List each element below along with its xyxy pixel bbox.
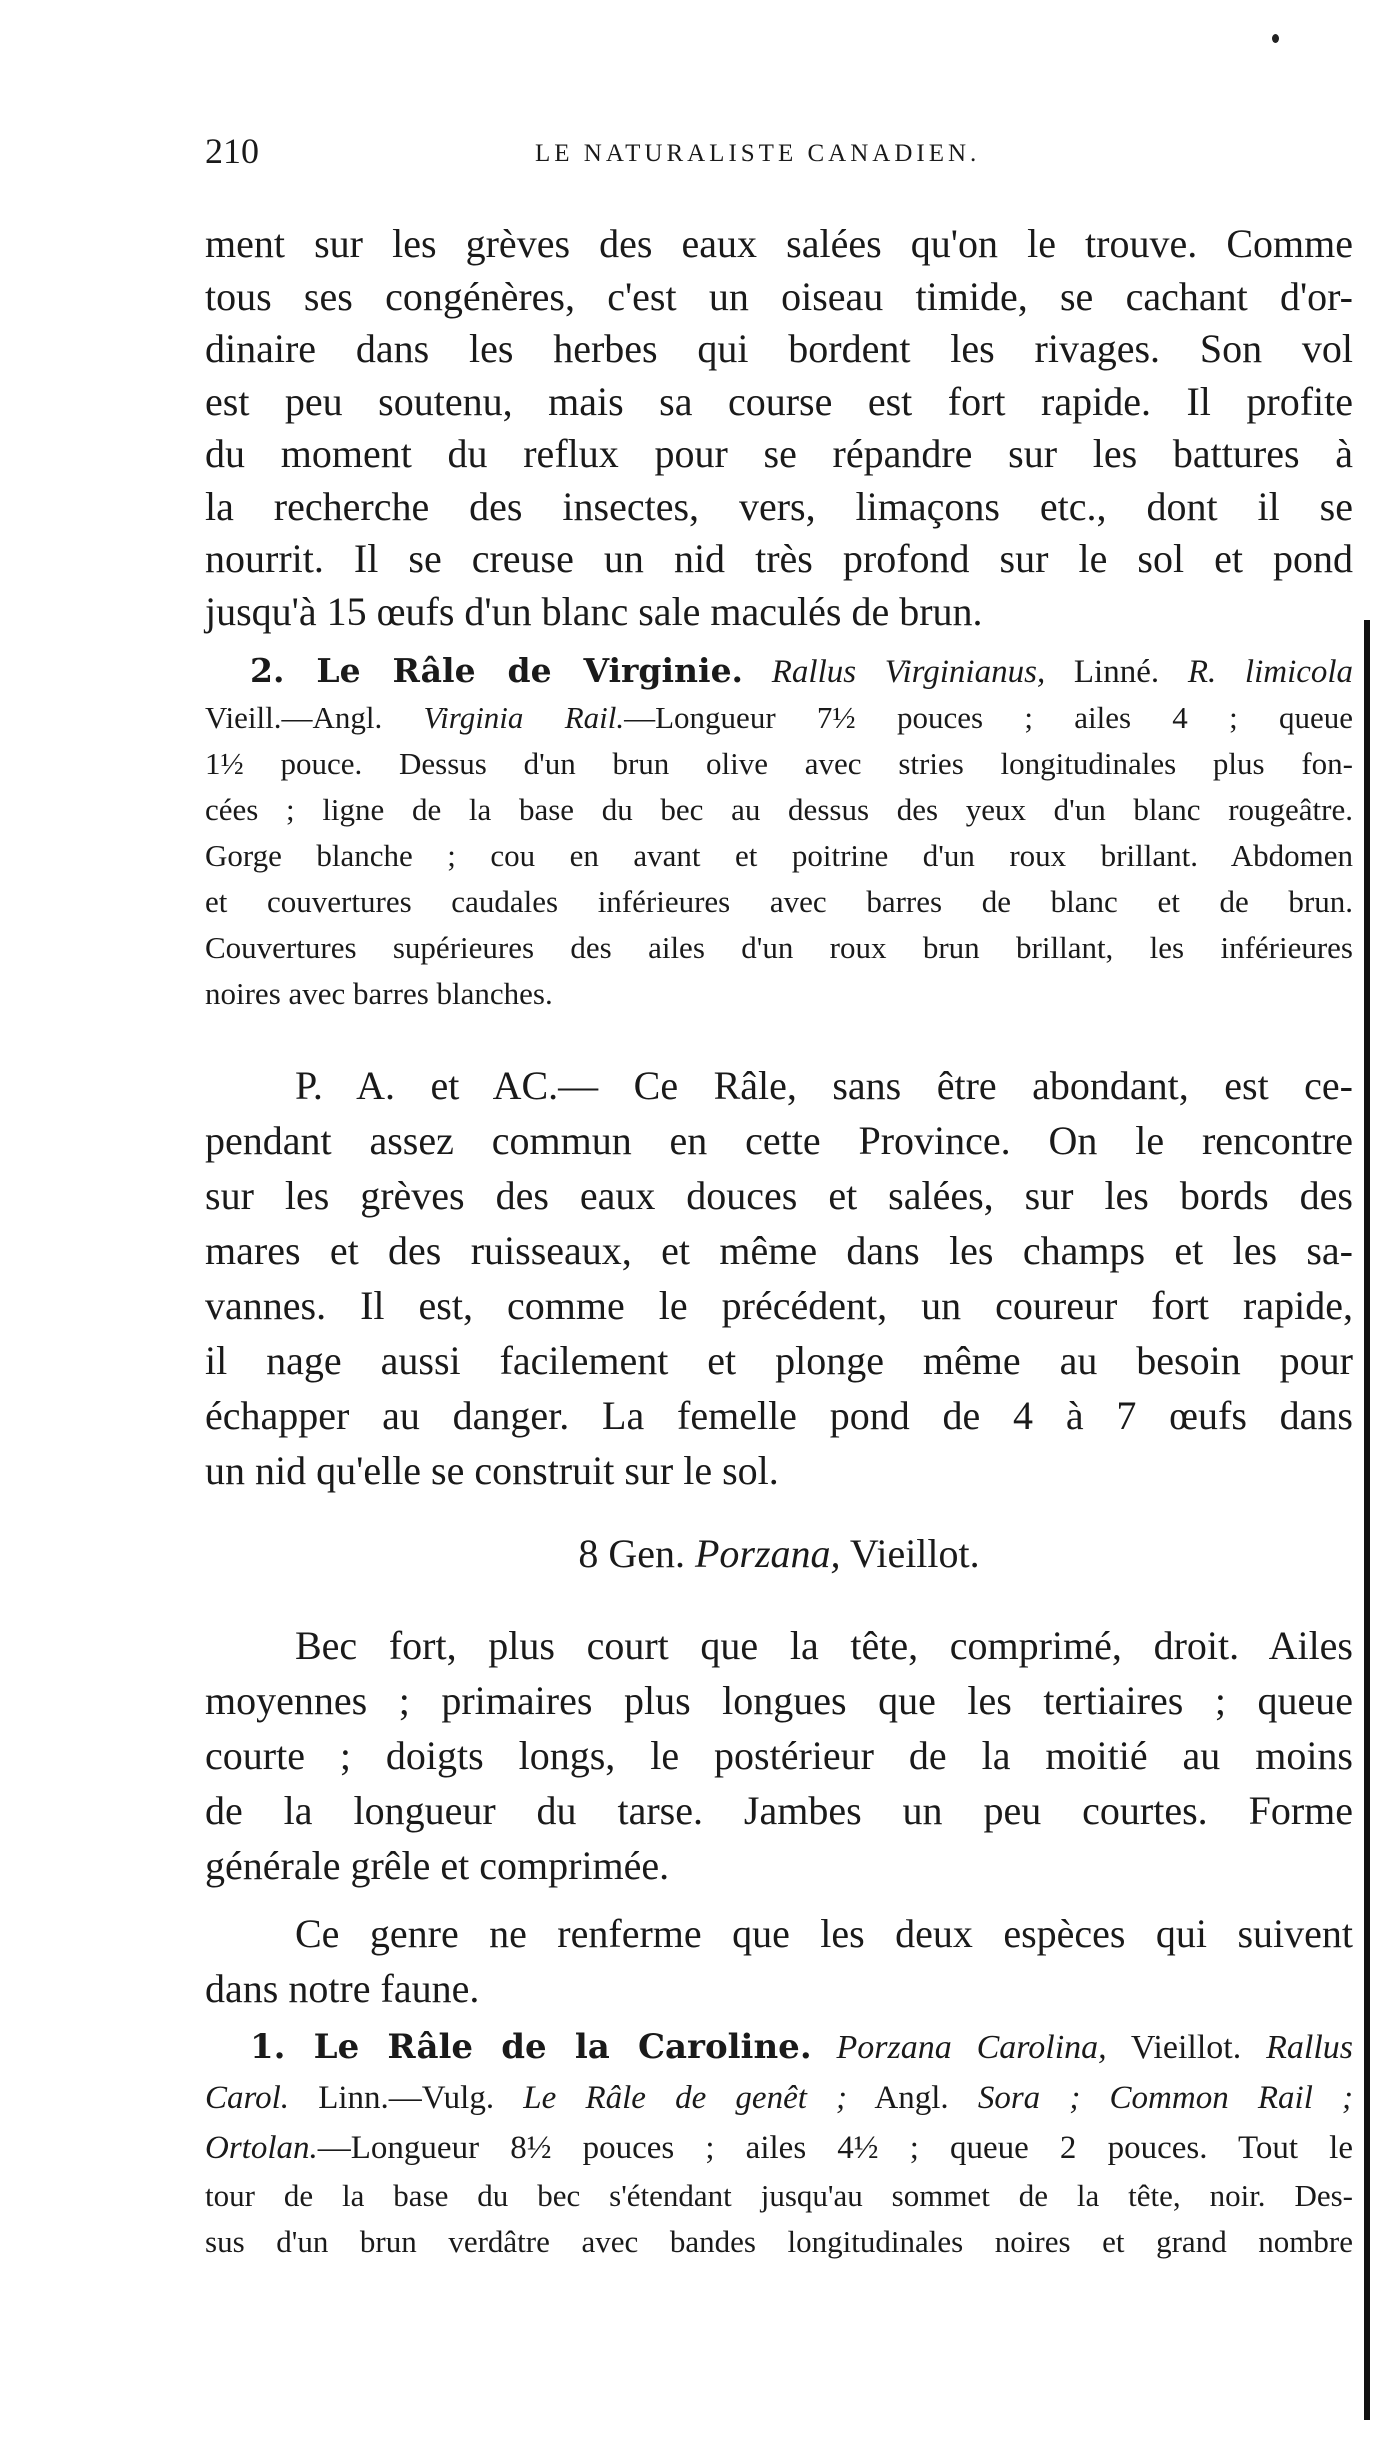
text-line: P. A. et AC.— Ce Râle, sans être abondant, est ce- xyxy=(295,1063,1353,1108)
text-run: —Longueur 8½ pouces ; ailes 4½ ; queue 2 pouces. Tout le xyxy=(317,2130,1353,2166)
text-line: noires avec barres blanches. xyxy=(205,976,553,1011)
text-line: moyennes ; primaires plus longues que les tertiaires ; queue xyxy=(205,1678,1353,1723)
paragraph-genus-species xyxy=(205,1906,1353,2016)
genus-heading xyxy=(205,1530,1353,1577)
text-run: Linn.—Vulg. xyxy=(318,2080,495,2116)
paragraph-rail-habits xyxy=(205,218,1353,638)
text-line: nourrit. Il se creuse un nid très profond sur le sol et pond xyxy=(205,536,1353,581)
text-line xyxy=(205,2073,1353,2123)
text-line: tous ses congénères, c'est un oiseau timide, se cachant d'or- xyxy=(205,273,1353,319)
text-line: jusqu'à 15 œufs d'un blanc sale maculés de brun. xyxy=(205,588,983,634)
scientific-name: Porzana Carolina, xyxy=(836,2029,1107,2066)
page-number: 210 xyxy=(205,131,259,171)
text-line: générale grêle et comprimée. xyxy=(205,1843,670,1888)
text-line: échapper au danger. La femelle pond de 4 à 7 œufs dans xyxy=(205,1393,1353,1438)
text-line xyxy=(205,2123,1353,2173)
author-name: Vieillot. xyxy=(1130,2029,1242,2066)
running-title: LE NATURALISTE CANADIEN. xyxy=(535,140,981,167)
paragraph-distribution xyxy=(205,1058,1353,1498)
text-line: et couvertures caudales inférieures avec barres de blanc et de brun. xyxy=(205,884,1353,919)
text-run: Vieill.—Angl. xyxy=(205,700,383,735)
text-line: un nid qu'elle se construit sur le sol. xyxy=(205,1448,779,1493)
author-name: Linné. xyxy=(1073,654,1160,690)
text-line: dinaire dans les herbes qui bordent les rivages. Son vol xyxy=(205,326,1353,371)
genus-name: Porzana, xyxy=(694,1531,841,1576)
text-line: dans notre faune. xyxy=(205,1966,480,2011)
text-line: Couvertures supérieures des ailes d'un roux brun brillant, les inférieures xyxy=(205,930,1353,965)
text-line: la recherche des insectes, vers, limaçons etc., dont il se xyxy=(205,483,1353,529)
text-line: cées ; ligne de la base du bec au dessus des yeux d'un blanc rougeâtre. xyxy=(205,792,1353,827)
scientific-name: Rallus Virginianus, xyxy=(771,654,1046,690)
text-line: ment sur les grèves des eaux salées qu'on le trouve. Comme xyxy=(205,221,1353,266)
text-run: —Longueur 7½ pouces ; ailes 4 ; queue xyxy=(624,700,1353,735)
page-header xyxy=(205,130,1355,180)
text-line: pendant assez commun en cette Province. On le rencontre xyxy=(205,1118,1353,1163)
text-line: tour de la base du bec s'étendant jusqu'au sommet de la tête, noir. Des- xyxy=(205,2178,1353,2213)
species-entry-sora xyxy=(205,2022,1353,2265)
synonym-name: R. limicola xyxy=(1187,654,1354,690)
synonym-name: Carol. xyxy=(205,2080,290,2116)
english-name: Ortolan. xyxy=(205,2130,318,2166)
genus-number: 8 Gen. xyxy=(578,1531,685,1576)
binding-edge-rule xyxy=(1364,620,1370,2420)
text-line: 1½ pouce. Dessus d'un brun olive avec stries longitudinales plus fon- xyxy=(205,746,1353,781)
species-heading-line xyxy=(205,2022,1353,2073)
text-line: courte ; doigts longs, le postérieur de la moitié au moins xyxy=(205,1733,1353,1778)
ink-speck xyxy=(1272,34,1279,43)
text-line: Ce genre ne renferme que les deux espèces qui suivent xyxy=(295,1911,1353,1956)
text-line: vannes. Il est, comme le précédent, un coureur fort rapide, xyxy=(205,1283,1353,1328)
species-entry-virginia-rail xyxy=(205,648,1353,1017)
text-run: Angl. xyxy=(874,2080,949,2116)
text-line: de la longueur du tarse. Jambes un peu courtes. Forme xyxy=(205,1788,1353,1833)
paragraph-genus-description xyxy=(205,1618,1353,1893)
species-title: 2. Le Râle de Virginie. xyxy=(250,651,744,690)
english-name: Virginia Rail. xyxy=(423,700,625,735)
synonym-name: Rallus xyxy=(1266,2029,1354,2066)
text-line: Gorge blanche ; cou en avant et poitrine d'un roux brillant. Abdomen xyxy=(205,838,1353,873)
species-title: 1. Le Râle de la Caroline. xyxy=(250,2027,812,2067)
text-line: est peu soutenu, mais sa course est fort rapide. Il profite xyxy=(205,378,1353,424)
text-line: Bec fort, plus court que la tête, comprimé, droit. Ailes xyxy=(295,1623,1353,1668)
text-line: mares et des ruisseaux, et même dans les champs et les sa- xyxy=(205,1228,1353,1273)
text-line xyxy=(205,695,1353,741)
text-line: du moment du reflux pour se répandre sur les battures à xyxy=(205,431,1353,476)
english-name: Sora ; Common Rail ; xyxy=(977,2080,1354,2116)
text-line: il nage aussi facilement et plonge même au besoin pour xyxy=(205,1338,1353,1383)
text-line: sus d'un brun verdâtre avec bandes longitudinales noires et grand nombre xyxy=(205,2224,1353,2259)
vernacular-name: Le Râle de genêt ; xyxy=(523,2080,848,2116)
text-line: sur les grèves des eaux douces et salées, sur les bords des xyxy=(205,1173,1353,1218)
species-heading-line xyxy=(205,648,1353,695)
genus-author: Vieillot. xyxy=(849,1531,980,1576)
